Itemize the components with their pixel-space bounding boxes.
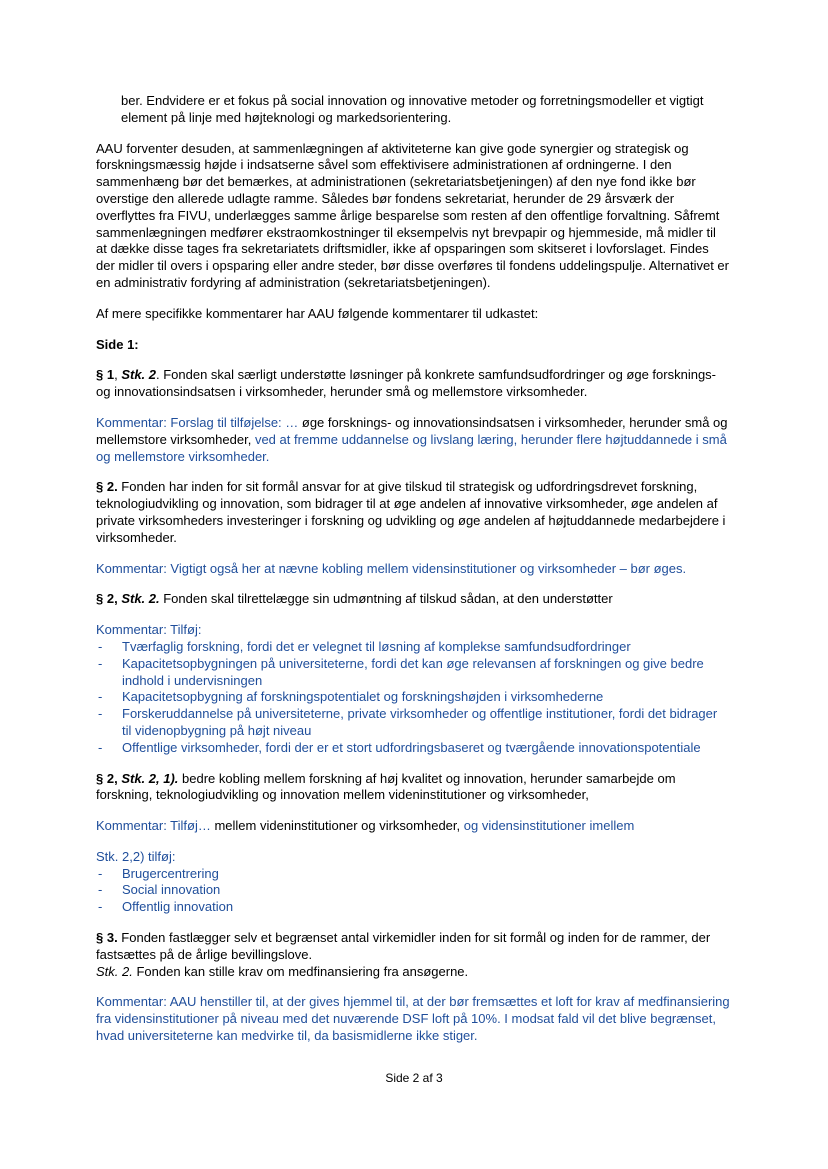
list-item: - Kapacitetsopbygningen på universiteterne, fordi det kan øge relevansen af forskningen og give bedre indhold i undervisningen (98, 655, 704, 688)
list-marker: - (98, 882, 103, 898)
comment-4 (96, 818, 730, 835)
section-ref: § 2, (96, 591, 118, 607)
list-marker: - (98, 689, 103, 705)
comment-5-list (96, 866, 730, 916)
continued-list-item: ber. Endvidere er et fokus på social innovation og innovative metoder og forretningsmodeller et vigtigt element på linje med højteknologi og markedsorientering. (121, 93, 704, 125)
section-2 (96, 479, 730, 546)
document-page (96, 93, 730, 1045)
list-item: - Forskeruddannelse på universiteterne, private virksomheder og offentlige institutioner, fordi det bidrager til videnopbygning på højt niveau (98, 706, 718, 738)
comma: , (114, 367, 122, 383)
section-text: bedre kobling mellem forskning af høj kvalitet og innovation, herunder samarbejde om forskning, teknologiudvikling og innovation mellem videninstitutioner og virksomheder, (96, 770, 676, 803)
comment-prefix: Kommentar: Forslag til tilføjelse: … (96, 414, 302, 430)
section-2-stk-2-1 (96, 771, 730, 805)
section-2-stk-2 (96, 591, 730, 608)
side-heading (96, 337, 730, 354)
section-text: Fonden skal tilrettelægge sin udmøntning af tilskud sådan, at den understøtter (159, 591, 613, 607)
comment-6: Kommentar: AAU henstiller til, at der gives hjemmel til, at der bør fremsættes et loft for krav af medfinansiering fra vidensinstitutioner på niveau med det nuværende DSF loft på 10%. I modsat fald vil det blive begrænset, hvad universiteterne kan medvirke til, da basismidlerne ikke stiger. (96, 994, 730, 1044)
stk-ref: Stk. 2. (96, 963, 133, 979)
comment-addition: ved at fremme uddannelse og livslang læring, herunder flere højtuddannede i små og mellemstore virksomheder. (96, 431, 727, 464)
comment-3-list (96, 639, 730, 757)
section-3-stk-2 (96, 964, 730, 981)
list-item: - Offentlig innovation (98, 899, 234, 915)
list-marker: - (98, 865, 103, 881)
stk-ref: Stk. 2. (121, 591, 160, 607)
comment-prefix: Kommentar: Tilføj… (96, 818, 215, 834)
comment-quote: mellem videninstitutioner og virksomheder, (214, 818, 464, 834)
comment-quote: øge forsknings- og innovationsindsatsen i virksomheder, herunder små og mellemstore virksomheder, (96, 414, 728, 447)
section-ref: § 2. (96, 479, 118, 495)
page-footer: Side 2 af 3 (385, 1071, 443, 1085)
section-3 (96, 930, 730, 964)
comment-3-heading: Kommentar: Tilføj: (96, 622, 202, 638)
comment-1 (96, 415, 730, 465)
body-paragraph: AAU forventer desuden, at sammenlægningen af aktiviteterne kan give gode synergier og strategisk og forskningsmæssig højde i indsatserne såvel som effektivisere administrationen af ordningerne. I den sammenhæng bør det bemærkes, at administrationen (sekretariatsbetjeningen) af den nye fond ikke bør overstige den allerede udlagte ramme. Således bør fondens sekretariat, herunder de 29 årsværk der overflyttes fra FIVU, underlægges samme årlige besparelse som resten af den offentlige forvaltning. Såfremt sammenlægningen medfører ekstraomkostninger til eksempelvis nyt brevpapir og hjemmeside, må midler til at dække disse tages fra sekretariatets driftsmidler, ikke af opsparingen som skitseret i lovforslaget. Findes der midler til overs i opsparing eller andre steder, bør disse overføres til fondens uddelingspulje. Alternativet er en administrativ fordyring af administration (sekretariatsbetjeningen). (96, 140, 729, 290)
section-text: . Fonden skal særligt understøtte løsninger på konkrete samfundsudfordringer og øge forsknings- og innovationsindsatsen i virksomheder, herunder små og mellemstore virksomheder. (96, 367, 716, 400)
section-ref: § 1 (96, 367, 115, 383)
list-marker: - (98, 706, 103, 722)
side-heading-text: Side 1: (96, 336, 139, 352)
stk-ref: Stk. 2, 1). (121, 770, 179, 786)
list-marker: - (98, 655, 103, 671)
stk-ref: Stk. 2 (121, 367, 156, 383)
list-marker: - (98, 739, 103, 755)
section-text: Fonden har inden for sit formål ansvar for at give tilskud til strategisk og udfordringsdrevet forskning, teknologiudvikling og innovation, som bidrager til at øge andelen af innovative virksomheder, øge andelen af private virksomheders investeringer i forskning og udvikling og øge andelen af højtuddannede medarbejdere i virksomheder. (96, 479, 726, 545)
list-marker: - (98, 899, 103, 915)
comment-2: Kommentar: Vigtigt også her at nævne kobling mellem vidensinstitutioner og virksomheder – bør øges. (96, 560, 687, 576)
specific-comments-intro: Af mere specifikke kommentarer har AAU følgende kommentarer til udkastet: (96, 305, 539, 321)
list-item: - Tværfaglig forskning, fordi det er velegnet til løsning af komplekse samfundsudfordringer (98, 638, 631, 654)
list-item: - Brugercentrering (98, 865, 219, 881)
list-item: - Kapacitetsopbygning af forskningspotentialet og forskningshøjden i virksomhederne (98, 689, 604, 705)
section-text: Fonden kan stille krav om medfinansiering fra ansøgerne. (132, 963, 469, 979)
comment-5-heading: Stk. 2,2) tilføj: (96, 848, 176, 864)
section-1-stk-2 (96, 367, 730, 401)
list-item: - Offentlige virksomheder, fordi der er et stort udfordringsbaseret og tværgående innovationspotentiale (98, 739, 701, 755)
section-ref: § 2, (96, 770, 118, 786)
comment-addition: og vidensinstitutioner imellem (463, 818, 635, 834)
list-marker: - (98, 638, 103, 654)
list-item: - Social innovation (98, 882, 221, 898)
section-text: Fonden fastlægger selv et begrænset antal virkemidler inden for sit formål og inden for de rammer, der fastsættes på de årlige bevillingslove. (96, 930, 711, 962)
section-ref: § 3. (96, 930, 118, 946)
